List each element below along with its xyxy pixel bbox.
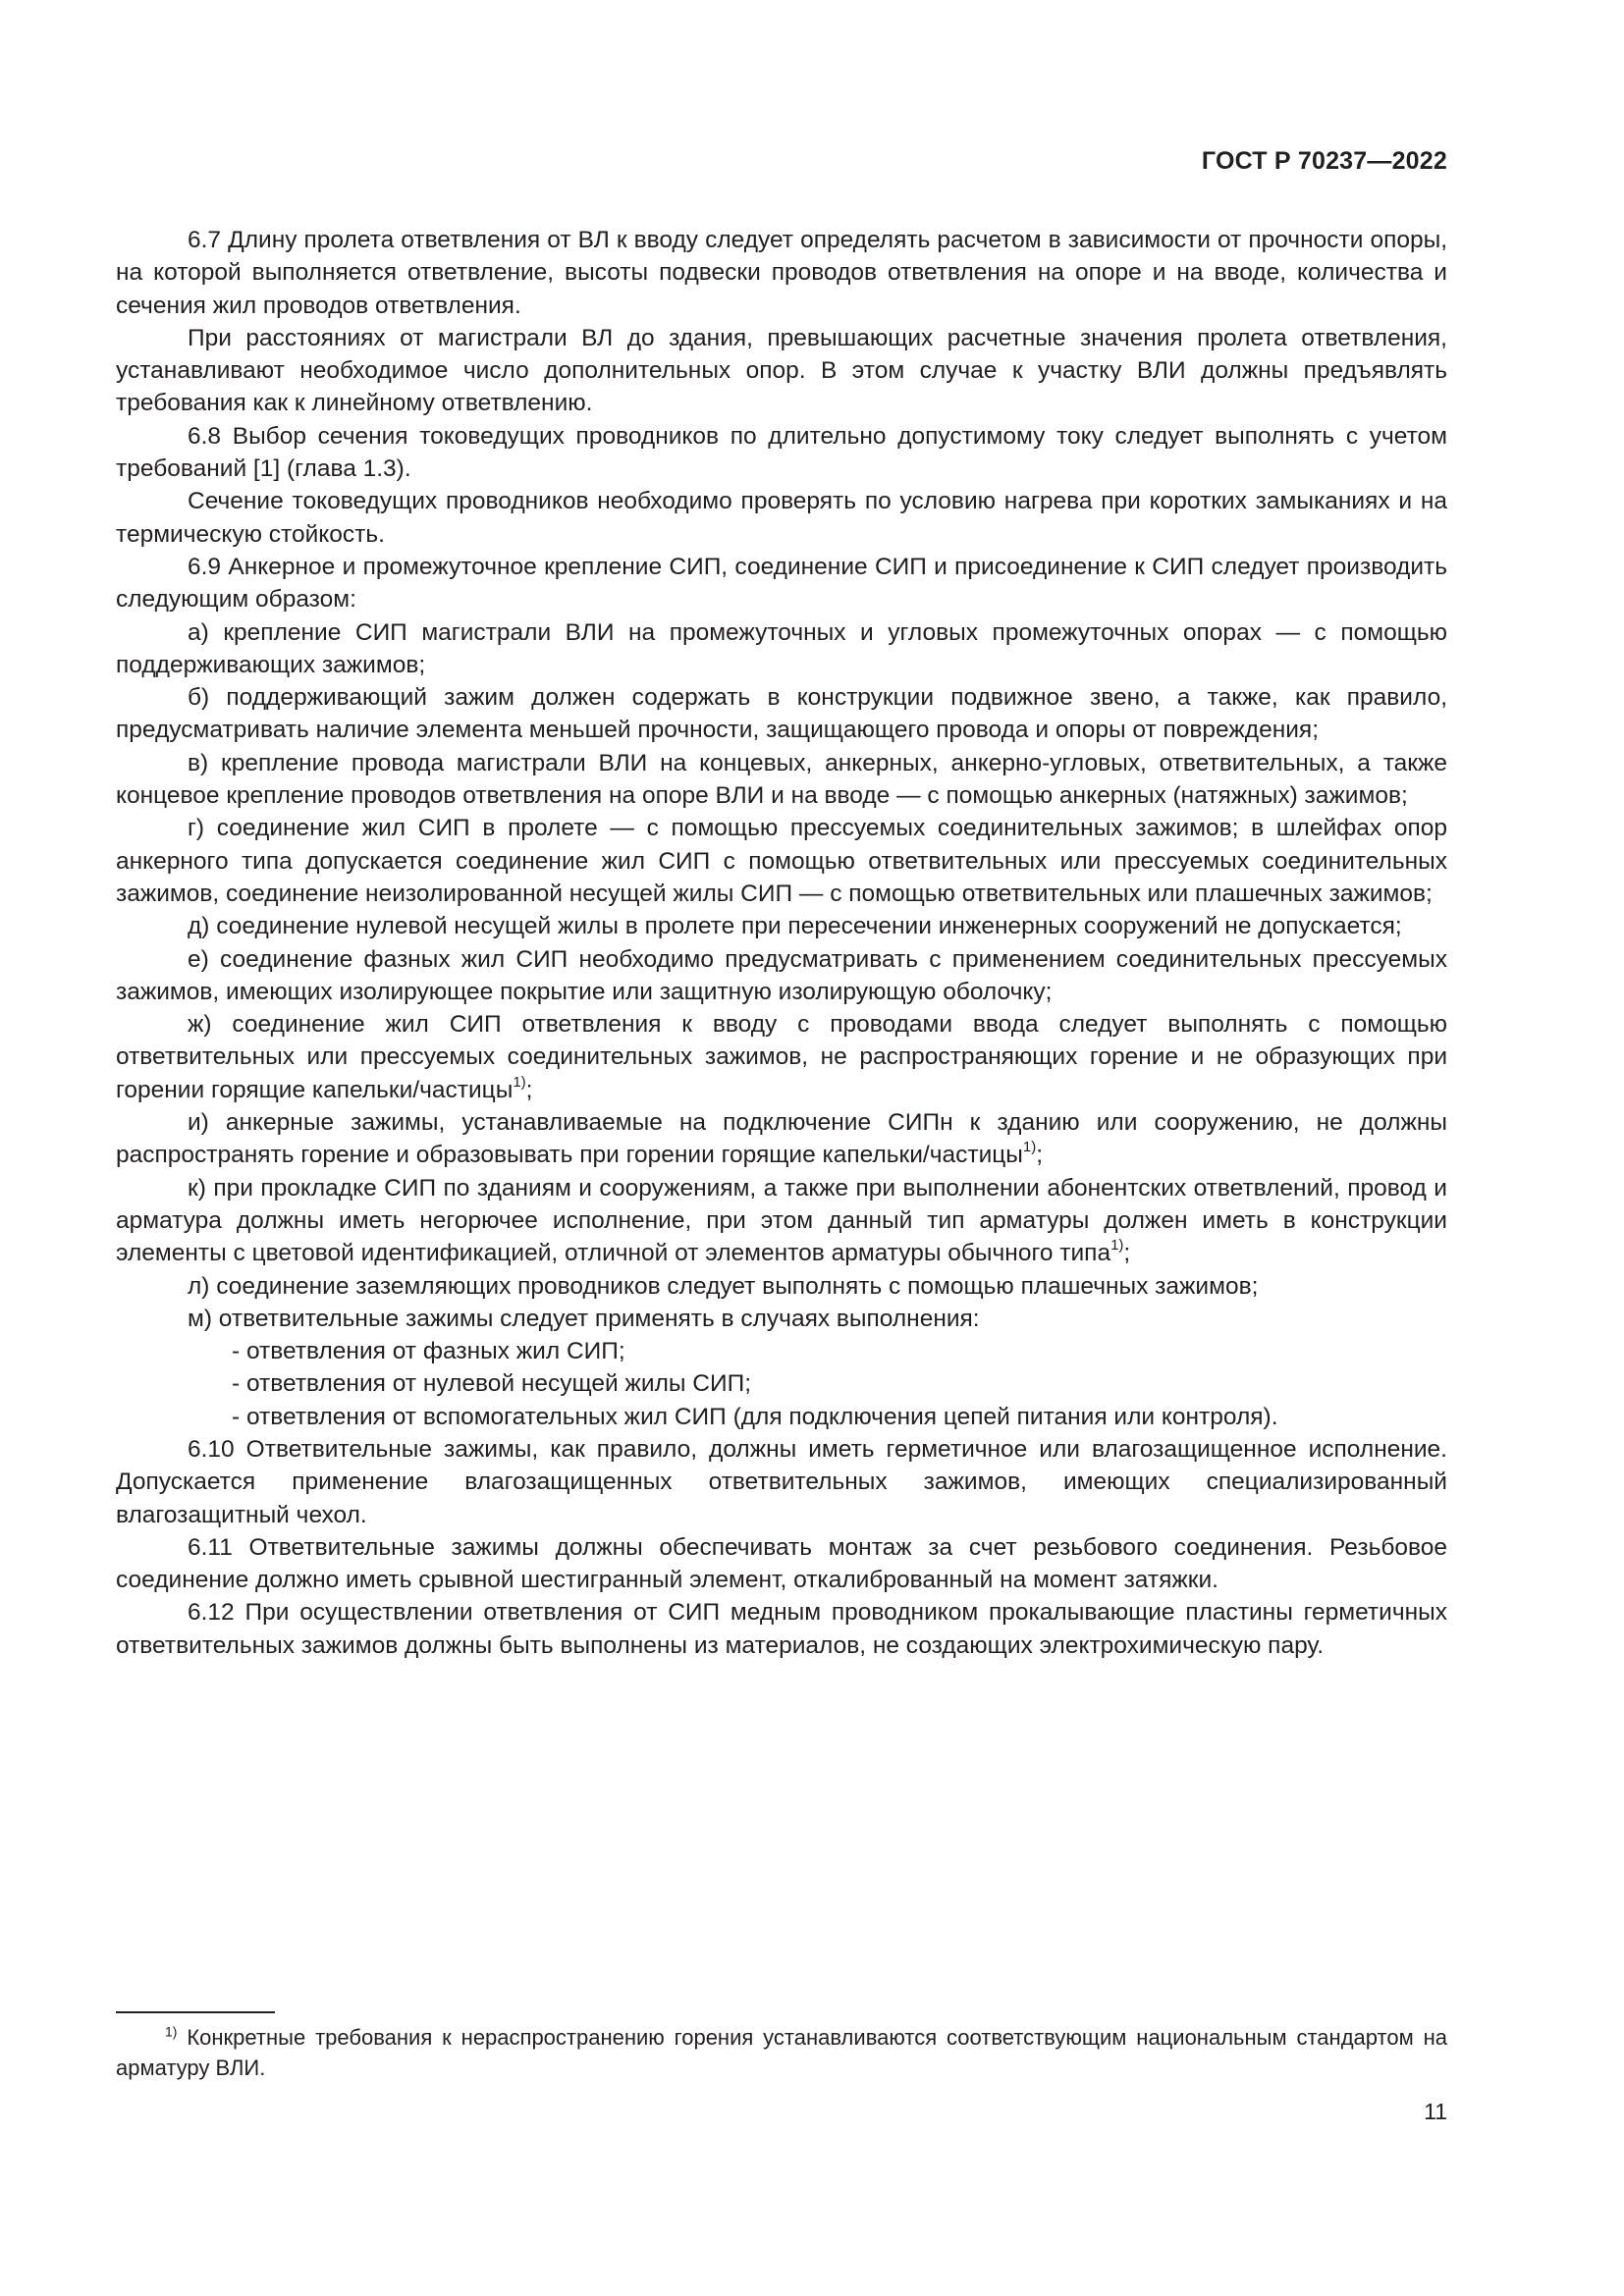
list-item-a: а) крепление СИП магистрали ВЛИ на промежуточных и угловых промежуточных опорах — с помощью поддерживающих зажимов; <box>116 618 1447 678</box>
footnote-ref: 1) <box>513 1073 526 1091</box>
list-item-k <box>116 1172 1447 1270</box>
document-header: ГОСТ Р 70237—2022 <box>1201 147 1447 175</box>
list-item-d: д) соединение нулевой несущей жилы в пролете при пересечении инженерных сооружений не допускается; <box>188 913 1402 940</box>
paragraph-6-11: 6.11 Ответвительные зажимы должны обеспечивать монтаж за счет резьбового соединения. Резьбовое соединение должно иметь срывной шестигранный элемент, откалиброванный на момент затяжки. <box>116 1533 1447 1594</box>
footnote-ref: 1) <box>1110 1237 1124 1255</box>
footnote-marker: 1) <box>165 2023 178 2040</box>
dash-item: - ответвления от фазных жил СИП; <box>232 1338 625 1365</box>
paragraph: При расстояниях от магистрали ВЛ до здания, превышающих расчетные значения пролета ответвления, устанавливают необходимое число дополнительных опор. В этом случае к участку ВЛИ должны предъявлять требования как к линейному ответвлению. <box>116 324 1447 417</box>
list-item-m: м) ответвительные зажимы следует применять в случаях выполнения: <box>188 1305 980 1332</box>
paragraph-6-12: 6.12 При осуществлении ответвления от СИП медным проводником прокалывающие пластины герметичных ответвительных зажимов должны быть выполнены из материалов, не создающих электрохимическую пару. <box>116 1599 1447 1659</box>
list-item-b: б) поддерживающий зажим должен содержать в конструкции подвижное звено, а также, как правило, предусматривать наличие элемента меньшей прочности, защищающего провода и опоры от повреждения; <box>116 684 1447 744</box>
footnote-divider <box>116 2011 275 2013</box>
list-item-e: е) соединение фазных жил СИП необходимо предусматривать с применением соединительных прессуемых зажимов, имеющих изолирующее покрытие или защитную изолирующую оболочку; <box>116 945 1447 1005</box>
paragraph: Сечение токоведущих проводников необходимо проверять по условию нагрева при коротких замыканиях и на термическую стойкость. <box>116 488 1447 548</box>
paragraph-6-9: 6.9 Анкерное и промежуточное крепление СИП, соединение СИП и присоединение к СИП следует производить следующим образом: <box>116 553 1447 614</box>
list-item-i <box>116 1106 1447 1172</box>
dash-item: - ответвления от нулевой несущей жилы СИП; <box>232 1370 752 1398</box>
list-item-v: в) крепление провода магистрали ВЛИ на концевых, анкерных, анкерно-угловых, ответвительных, а также концевое крепление проводов ответвления на опоре ВЛИ и на вводе — с помощью анкерных (натяжных) зажимов; <box>116 749 1447 810</box>
list-item-tail: ; <box>525 1076 533 1103</box>
list-item-zh <box>116 1008 1447 1106</box>
paragraph-6-8: 6.8 Выбор сечения токоведущих проводников по длительно допустимому току следует выполнять с учетом требований [1] (глава 1.3). <box>116 422 1447 483</box>
footnote-ref: 1) <box>1022 1139 1037 1156</box>
document-body <box>116 224 1447 1662</box>
list-item-tail: ; <box>1036 1142 1044 1169</box>
footnote-text: Конкретные требования к нераспространению горения устанавливаются соответствующим национальным стандартом на арматуру ВЛИ. <box>116 2025 1447 2080</box>
footnote <box>116 2022 1447 2083</box>
list-item-text: ж) соединение жил СИП ответвления к вводу с проводами ввода следует выполнять с помощью ответвительных или прессуемых соединительных зажимов, не распространяющих горение и не образующих при горении горящие капельки/частицы <box>116 1011 1447 1103</box>
list-item-l: л) соединение заземляющих проводников следует выполнять с помощью плашечных зажимов; <box>188 1272 1259 1300</box>
list-item-tail: ; <box>1123 1240 1131 1267</box>
paragraph-6-7: 6.7 Длину пролета ответвления от ВЛ к вводу следует определять расчетом в зависимости от прочности опоры, на которой выполняется ответвление, высоты подвески проводов ответвления на опоре и на вводе, количества и сечения жил проводов ответвления. <box>116 227 1447 319</box>
list-item-g: г) соединение жил СИП в пролете — с помощью прессуемых соединительных зажимов; в шлейфах опор анкерного типа допускается соединение жил СИП с помощью ответвительных или прессуемых соединительных зажимов, соединение неизолированной несущей жилы СИП — с помощью ответвительных или плашечных зажимов; <box>116 815 1447 907</box>
paragraph-6-10: 6.10 Ответвительные зажимы, как правило, должны иметь герметичное или влагозащищенное исполнение. Допускается применение влагозащищенных ответвительных зажимов, имеющих специализированный влагозащитный чехол. <box>116 1435 1447 1528</box>
dash-item: - ответвления от вспомогательных жил СИП (для подключения цепей питания или контроля). <box>232 1403 1278 1430</box>
list-item-text: к) при прокладке СИП по зданиям и сооружениям, а также при выполнении абонентских ответвлений, провод и арматура должны иметь негорючее исполнение, при этом данный тип арматуры должен иметь в конструкции элементы с цветовой идентификацией, отличной от элементов арматуры обычного типа <box>116 1174 1447 1267</box>
list-item-text: и) анкерные зажимы, устанавливаемые на подключение СИПн к зданию или сооружению, не должны распространять горение и образовывать при горении горящие капельки/частицы <box>116 1109 1447 1169</box>
page-number: 11 <box>1424 2099 1447 2124</box>
